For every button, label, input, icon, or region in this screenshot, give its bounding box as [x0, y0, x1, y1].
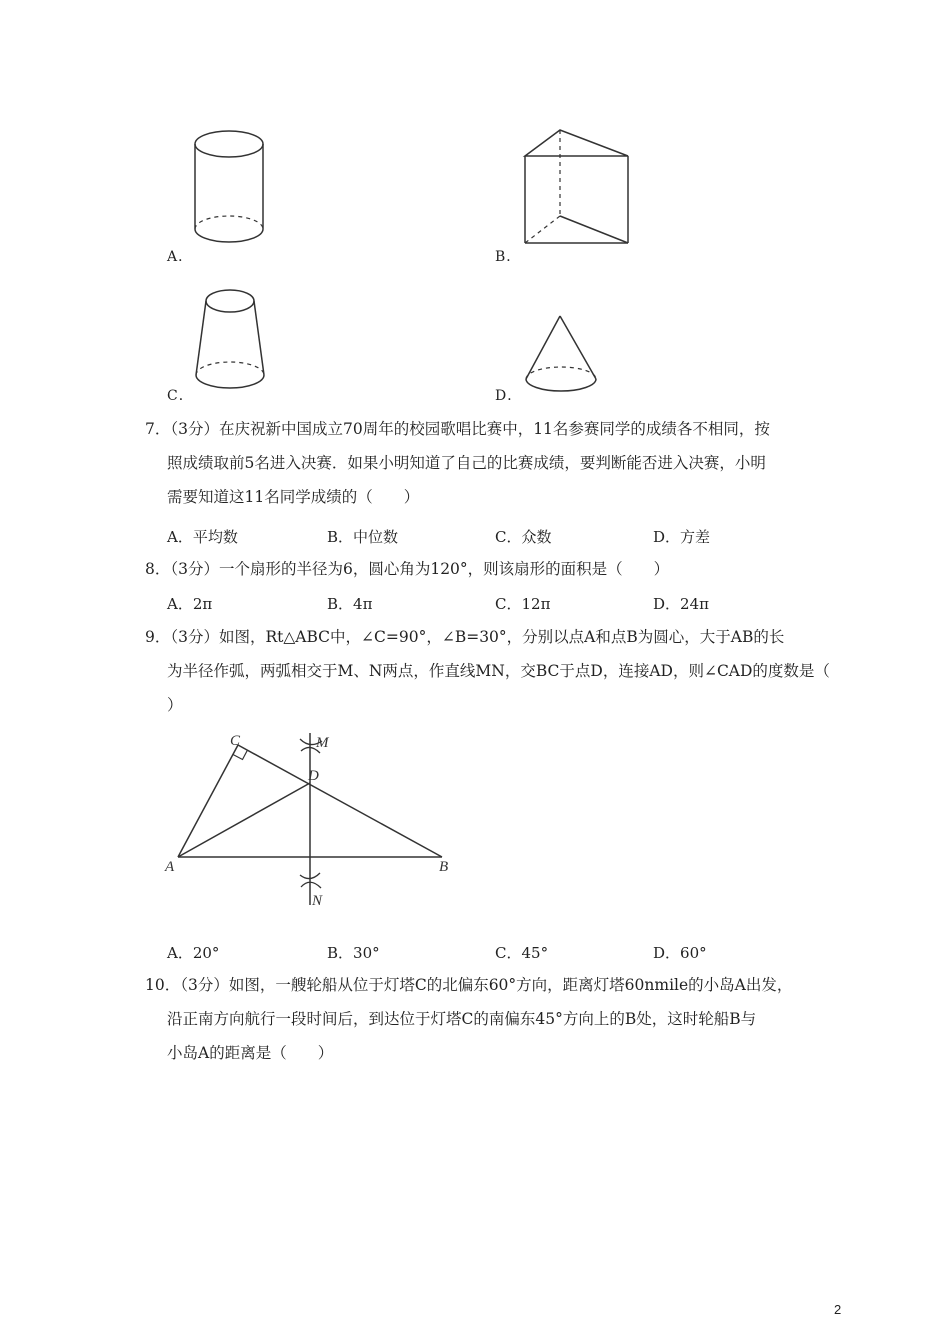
- label-m: M: [316, 735, 329, 751]
- option-b-triangular-prism-figure: [518, 122, 633, 247]
- q7-choice-a[interactable]: A．平均数: [167, 528, 238, 546]
- label-n: N: [312, 893, 323, 909]
- option-c-frustum-figure: [188, 282, 273, 397]
- question-9-line-2: 为半径作弧，两弧相交于M、N两点，作直线MN，交BC于点D，连接AD，则∠CAD的度数是（: [167, 662, 830, 680]
- question-7-line-2: 照成绩取前5名进入决赛．如果小明知道了自己的比赛成绩，要判断能否进入决赛，小明: [167, 454, 766, 472]
- option-a-label: A．: [167, 249, 194, 265]
- q8-choice-d[interactable]: D．24π: [653, 595, 709, 613]
- question-7-line-3: 需要知道这11名同学成绩的（ ）: [167, 488, 420, 506]
- q7-choice-c[interactable]: C．众数: [495, 528, 552, 546]
- q7-choice-b[interactable]: B．中位数: [327, 528, 399, 546]
- question-8-text: 8．（3分）一个扇形的半径为6，圆心角为120°，则该扇形的面积是（ ）: [145, 560, 670, 578]
- q9-choice-c[interactable]: C．45°: [495, 944, 549, 962]
- q7-choice-d[interactable]: D．方差: [653, 528, 711, 546]
- q9-choice-b[interactable]: B．30°: [327, 944, 380, 962]
- question-9: [145, 620, 835, 722]
- q8-choice-b[interactable]: B．4π: [327, 595, 373, 613]
- question-10-line-1: 10．（3分）如图，一艘轮船从位于灯塔C的北偏东60°方向，距离灯塔60nmile的小岛A出发，: [145, 976, 793, 994]
- label-a: A: [165, 859, 175, 875]
- question-7-line-1: 7．（3分）在庆祝新中国成立70周年的校园歌唱比赛中，11名参赛同学的成绩各不相同，按: [145, 420, 770, 438]
- question-10-line-3: 小岛A的距离是（ ）: [167, 1044, 334, 1062]
- label-d: D: [308, 768, 319, 784]
- option-a-cylinder-figure: [188, 125, 273, 250]
- question-9-line-3: ）: [167, 696, 183, 714]
- option-b-label: B．: [495, 249, 522, 265]
- q9-choice-d[interactable]: D．60°: [653, 944, 707, 962]
- question-10: [145, 968, 845, 1070]
- question-9-triangle-figure: [160, 725, 470, 915]
- question-10-line-2: 沿正南方向航行一段时间后，到达位于灯塔C的南偏东45°方向上的B处，这时轮船B与: [167, 1010, 757, 1028]
- label-b: B: [439, 859, 449, 875]
- option-d-cone-figure: [518, 312, 603, 397]
- option-d-label: D．: [495, 388, 523, 404]
- question-7: [145, 412, 835, 514]
- q9-choice-a[interactable]: A．20°: [167, 944, 220, 962]
- q8-choice-c[interactable]: C．12π: [495, 595, 551, 613]
- question-8: [145, 552, 835, 586]
- label-c: C: [230, 733, 241, 749]
- option-c-label: C．: [167, 388, 194, 404]
- q8-choice-a[interactable]: A．2π: [167, 595, 213, 613]
- page-number: 2: [834, 1302, 842, 1317]
- question-9-line-1: 9．（3分）如图，Rt△ABC中，∠C=90°，∠B=30°，分别以点A和点B为圆心，大于AB的长: [145, 628, 785, 646]
